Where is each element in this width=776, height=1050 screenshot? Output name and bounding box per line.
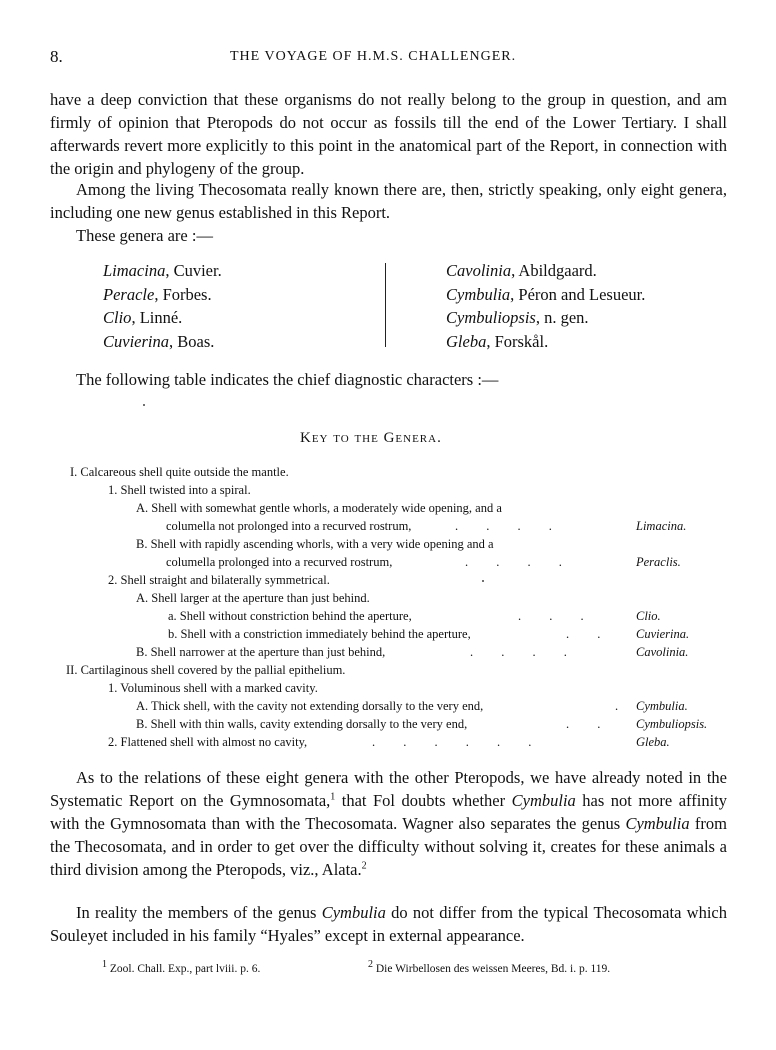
key-genus: Cymbuliopsis. xyxy=(636,717,708,731)
key-line: 2. Flattened shell with almost no cavity, xyxy=(108,735,308,749)
key-leader-dots: . . . . xyxy=(470,645,567,659)
footnote-ref: 1 xyxy=(330,791,336,803)
paragraph-4 xyxy=(50,368,727,391)
genera-list-right xyxy=(446,259,645,353)
genus-name: Cymbulia xyxy=(446,284,511,304)
key-leader-dots: . . xyxy=(566,627,601,641)
key-leader-dots: . . xyxy=(566,717,601,731)
genus-entry xyxy=(446,283,645,307)
genus-name: Clio xyxy=(103,308,132,327)
footnote-text: Zool. Chall. Exp., part lviii. p. 6. xyxy=(107,963,261,975)
paragraph-6-text xyxy=(50,901,727,947)
paragraph-2-text: Among the living Thecosomata really known there are, then, strictly speaking, only eight genera, including one new genus established in this Report. xyxy=(50,180,727,222)
paragraph-6 xyxy=(50,901,727,947)
genus-entry xyxy=(103,259,222,283)
key-leader-dots: . . . . . . xyxy=(372,735,532,749)
footnote-mark: 1 xyxy=(102,959,107,971)
paragraph-1-text: have a deep conviction that these organisms do not really belong to the group in question, and am firmly of opinion that Pteropods do not occur as fossils till the end of the Lower Tertiary. I shall afterwards revert more explicitly to this point in the anatomical part of the Report, in connection with the origin and phylogeny of the group. xyxy=(50,90,727,178)
print-speck xyxy=(482,580,484,582)
genus-name: Cavolinia xyxy=(446,261,512,280)
genus-name: Cuvierina xyxy=(103,331,169,351)
key-line: B. Shell with thin walls, cavity extending dorsally to the very end, xyxy=(136,717,468,731)
text-run: that Fol doubts whether xyxy=(335,791,512,810)
text-run: from the Thecosomata, and in order to get over the difficulty without solving it, creates for these animals a third division among the Pteropods, viz., Alata. xyxy=(50,814,727,879)
paragraph-5 xyxy=(50,766,727,881)
key-genus: Gleba. xyxy=(636,735,670,749)
key-line: 1. Voluminous shell with a marked cavity. xyxy=(108,681,318,695)
genus-author: , Forbes. xyxy=(154,284,212,304)
key-line: I. Calcareous shell quite outside the mantle. xyxy=(70,465,289,479)
key-genus: Peraclis. xyxy=(636,555,681,569)
genus-name: Gleba xyxy=(446,331,487,351)
key-title xyxy=(300,430,442,447)
genus-italic: Cymbulia xyxy=(625,814,690,833)
paragraph-1 xyxy=(50,88,727,180)
text-run: As to the relations of these eight genera with the other Pteropods, we have already noted in the Systematic Report on the Gymnosomata, xyxy=(50,768,727,810)
key-title-text: Key to the Genera. xyxy=(300,430,442,446)
genus-author: , Boas. xyxy=(169,331,215,351)
paragraph-2 xyxy=(50,178,727,224)
genus-entry xyxy=(446,259,645,283)
key-line: A. Shell with somewhat gentle whorls, a moderately wide opening, and a xyxy=(136,501,502,515)
genus-entry xyxy=(103,283,222,307)
key-line: B. Shell narrower at the aperture than just behind, xyxy=(136,645,386,659)
footnote-mark: 2 xyxy=(368,959,373,971)
key-line: A. Shell larger at the aperture than just behind. xyxy=(136,591,370,605)
key-line: columella not prolonged into a recurved rostrum, xyxy=(166,519,412,533)
footnote-1 xyxy=(102,959,261,975)
paragraph-4-text: The following table indicates the chief diagnostic characters :— xyxy=(76,370,499,389)
text-run: In reality the members of the genus xyxy=(76,903,322,922)
key-genus: Clio. xyxy=(636,609,661,623)
key-line: b. Shell with a constriction immediately behind the aperture, xyxy=(168,627,471,641)
genus-name: Cymbuliopsis xyxy=(446,308,536,327)
paragraph-3-text: These genera are :— xyxy=(76,226,213,245)
print-speck xyxy=(143,404,145,406)
key-line: a. Shell without constriction behind the aperture, xyxy=(168,609,412,623)
key-line: columella prolonged into a recurved rostrum, xyxy=(166,555,393,569)
paragraph-3 xyxy=(50,224,727,247)
genus-author: , Forskål. xyxy=(486,331,549,351)
footnote-text: Die Wirbellosen des weissen Meeres, Bd. i. p. 119. xyxy=(373,963,611,975)
key-genus: Cavolinia. xyxy=(636,645,689,659)
genus-entry xyxy=(446,330,645,354)
key-genus: Cuvierina. xyxy=(636,627,690,641)
genus-entry xyxy=(103,330,222,354)
key-leader-dots: . . . . xyxy=(455,519,552,533)
genus-author: , Péron and Lesueur. xyxy=(510,284,646,304)
key-line: II. Cartilaginous shell covered by the pallial epithelium. xyxy=(66,663,346,677)
key-leader-dots: . . . xyxy=(518,609,584,623)
genus-name: Limacina xyxy=(103,261,166,280)
key-line: B. Shell with rapidly ascending whorls, with a very wide opening and a xyxy=(136,537,494,551)
genera-list-left xyxy=(103,259,222,353)
genus-entry xyxy=(446,306,645,330)
genus-author: , Cuvier. xyxy=(165,261,222,280)
paragraph-5-text xyxy=(50,766,727,881)
footnote-ref: 2 xyxy=(361,860,367,872)
key-line: 2. Shell straight and bilaterally symmetrical. xyxy=(108,573,330,587)
running-title: THE VOYAGE OF H.M.S. CHALLENGER. xyxy=(230,49,517,64)
genus-entry xyxy=(103,306,222,330)
key-leader-dots: . xyxy=(615,699,619,713)
key-genus: Cymbulia. xyxy=(636,699,688,713)
key-genus: Limacina. xyxy=(636,519,687,533)
genus-author: , Abildgaard. xyxy=(511,261,597,280)
genus-italic: Cymbulia xyxy=(321,903,386,922)
genera-column-divider xyxy=(385,263,386,347)
genus-author: , n. gen. xyxy=(535,308,589,327)
genus-author: , Linné. xyxy=(131,308,183,327)
genus-italic: Cymbulia xyxy=(511,791,576,810)
text-run: do not differ from the typical Thecosomata which Souleyet included in his family “Hyales” except in external appearance. xyxy=(50,903,727,945)
key-leader-dots: . . . . xyxy=(465,555,562,569)
page-number: 8. xyxy=(50,47,63,66)
footnote-2 xyxy=(368,959,611,975)
key-line: 1. Shell twisted into a spiral. xyxy=(108,483,251,497)
key-line: A. Thick shell, with the cavity not extending dorsally to the very end, xyxy=(136,699,484,713)
text-run: has not more affinity with the Gymnosomata than with the Thecosomata. Wagner also separates the genus xyxy=(50,791,727,833)
genus-name: Peracle xyxy=(103,284,155,304)
